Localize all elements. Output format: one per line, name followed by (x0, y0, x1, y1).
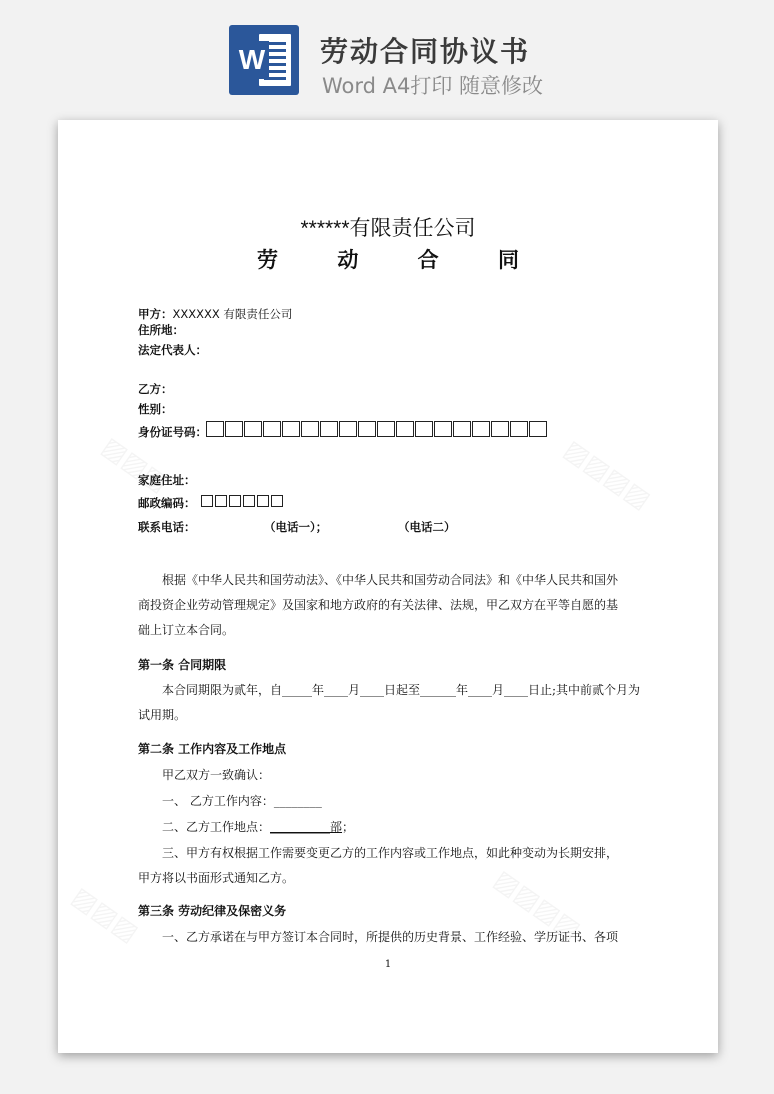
header-subtitle: Word A4打印 随意修改 (322, 74, 544, 98)
address-label: 住所地： (138, 323, 184, 337)
id-label: 身份证号码： (138, 425, 207, 439)
intro-line-2: 商投资企业劳动管理规定》及国家和地方政府的有关法律、法规，甲乙双方在平等自愿的基 (138, 598, 619, 612)
watermark-icon (96, 432, 174, 499)
article-3-title: 第三条 劳动纪律及保密义务 (138, 904, 287, 918)
watermark-icon (66, 882, 144, 949)
company-name: ******有限责任公司 (300, 217, 476, 240)
party-a-value: XXXXXX 有限责任公司 (172, 307, 293, 321)
work-location-blank: __________部 (270, 820, 343, 834)
id-number-boxes (206, 421, 548, 437)
article-2-title: 第二条 工作内容及工作地点 (138, 742, 287, 756)
home-address-label: 家庭住址： (138, 473, 196, 487)
intro-line-3: 础上订立本合同。 (138, 623, 235, 637)
party-b-label: 乙方： (138, 382, 173, 396)
article-1-line-2: 试用期。 (138, 708, 187, 722)
word-letter: W (235, 41, 269, 79)
legal-rep-label: 法定代表人： (138, 343, 207, 357)
phone-one: （电话一）； (264, 520, 328, 534)
zip-label: 邮政编码： (138, 496, 196, 510)
article-1-title: 第一条 合同期限 (138, 658, 227, 672)
article-2-line-4: 三、甲方有权根据工作需要变更乙方的工作内容或工作地点，如此种变动为长期安排， (162, 846, 619, 860)
article-2-line-3 (162, 818, 354, 835)
gender-label: 性别： (138, 402, 173, 416)
article-2-line-1: 甲乙双方一致确认： (162, 768, 271, 782)
word-logo-icon (229, 25, 299, 95)
contract-title: 劳 动 合 同 (257, 248, 545, 272)
intro-line-1: 根据《中华人民共和国劳动法》、《中华人民共和国劳动合同法》和《中华人民共和国外 (162, 573, 619, 587)
header-title: 劳动合同协议书 (320, 35, 531, 68)
article-2-line-5: 甲方将以书面形式通知乙方。 (138, 871, 295, 885)
page-number: 1 (384, 959, 392, 970)
zip-code-boxes (201, 495, 285, 507)
article-1-line-1: 本合同期限为贰年，自_____年____月____日起至______年____月____日止;其中前贰个月为 (162, 683, 641, 697)
watermark-icon (558, 435, 656, 516)
party-a-label: 甲方： (138, 307, 173, 321)
party-a-row (138, 306, 292, 322)
phone-two: （电话二） (398, 520, 456, 534)
article-2-line-2: 一、 乙方工作内容：________ (162, 794, 322, 808)
document-page (58, 120, 718, 1053)
work-location-label: 二、乙方工作地点： (162, 820, 271, 834)
work-location-end: ； (342, 820, 355, 834)
article-3-line-1: 一、乙方承诺在与甲方签订本合同时，所提供的历史背景、工作经验、学历证书、各项 (162, 930, 619, 944)
phone-label: 联系电话： (138, 520, 196, 534)
